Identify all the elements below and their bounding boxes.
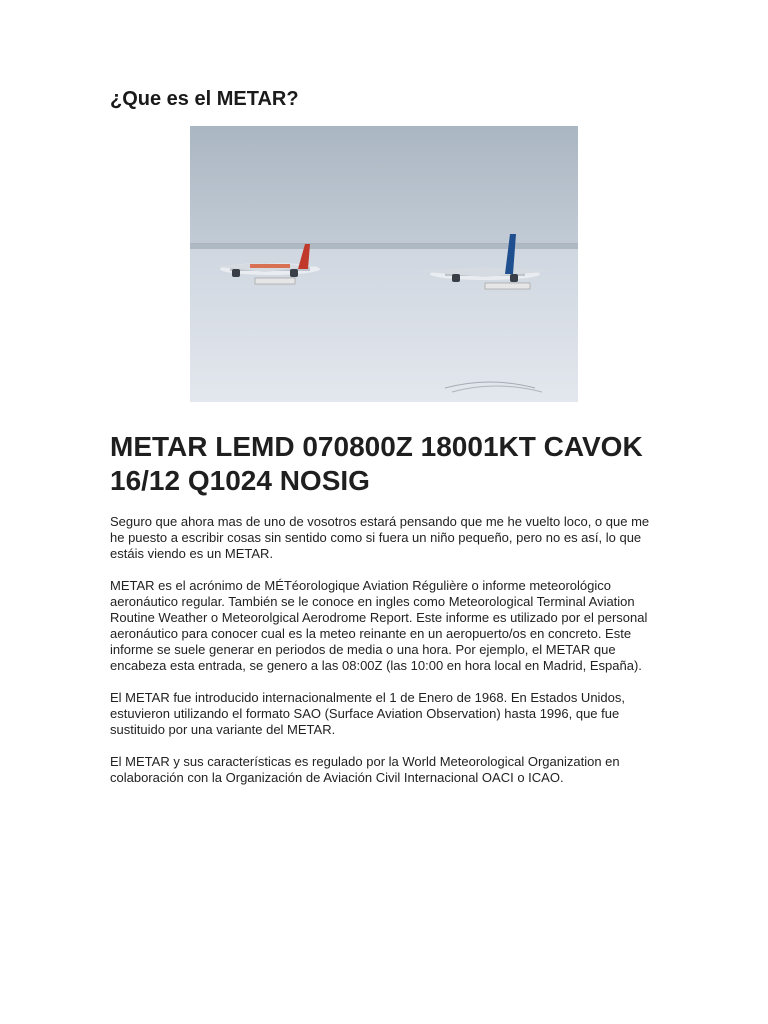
photo-horizon — [190, 243, 578, 249]
paragraph-history: El METAR fue introducido internacionalmente el 1 de Enero de 1968. En Estados Unidos, estuvieron utilizando el formato SAO (Surface Aviation Observation) hasta 1996, que fue sustituido por una variante del METAR. — [110, 690, 626, 737]
paragraph-definition: METAR es el acrónimo de MÉTéorologique Aviation Régulière o informe meteorológico aeronáutico regular. También se le conoce en ingles como Meteorological Terminal Aviation Routine Weather o Meteorolgical Aerodrome Report. Este informe es utilizado por el personal aeronáutico para conocer cual es la meteo reinante en un aeropuerto/os en concreto. Este informe se suele generar en periodos de media o una hora. Por ejemplo, el METAR que encabeza esta entrada, se genero a las 08:00Z (las 10:00 en hora local en Madrid, España). — [110, 578, 648, 673]
article-body — [110, 514, 658, 802]
paragraph-regulation: El METAR y sus características es regulado por la World Meteorological Organization en colaboración con la Organización de Aviación Civil Internacional OACI o ICAO. — [110, 754, 620, 785]
snowy-airport-photo — [190, 126, 578, 402]
paragraph-intro: Seguro que ahora mas de uno de vosotros estará pensando que me he vuelto loco, o que me he puesto a escribir cosas sin sentido como si fuera un niño pequeño, pero no es así, lo que estáis viendo es un METAR. — [110, 514, 650, 561]
metar-heading: METAR LEMD 070800Z 18001KT CAVOK 16/12 Q1024 NOSIG — [110, 431, 643, 496]
page-title: ¿Que es el METAR? — [110, 88, 299, 110]
photo-sky — [190, 126, 578, 251]
